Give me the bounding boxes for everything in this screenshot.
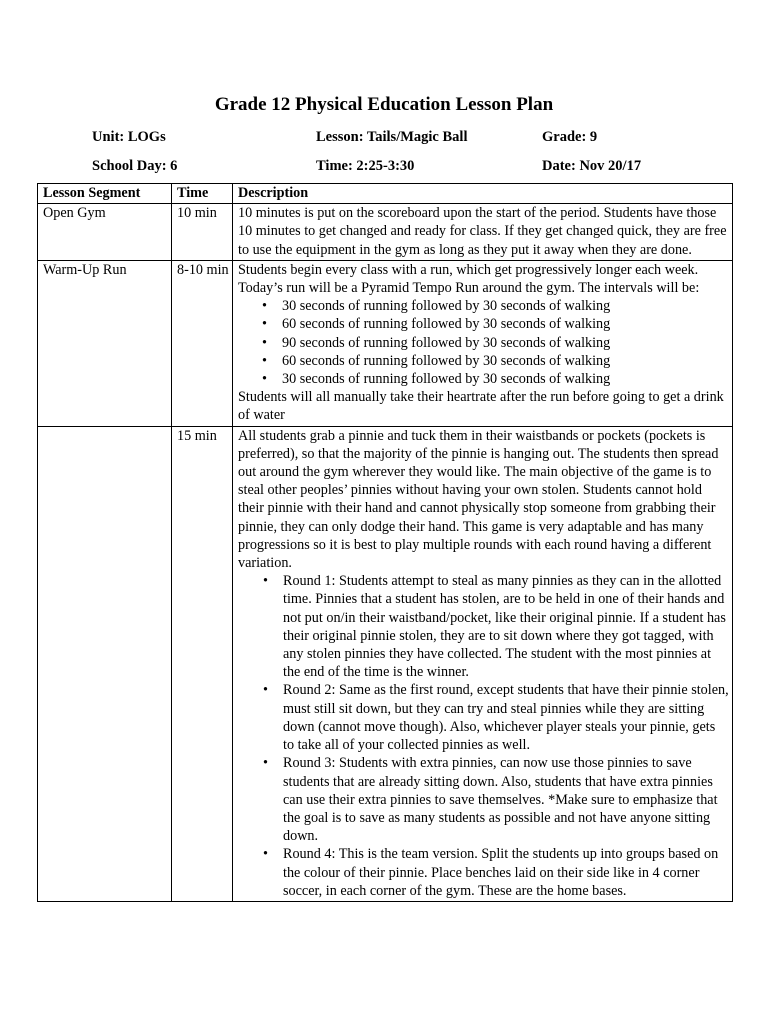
description-intro: All students grab a pinnie and tuck them in their waistbands or pockets (pockets is preferred), so that the majority of the pinnie is hanging out. The students then spread out around the gym wherever they would like. The main objective of the game is to steal other peoples’ pinnies without having your own stolen. Students cannot hold their pinnie with their hand and cannot physically stop someone from grabbing their pinnie, they can only dodge their hand. This game is very adaptable and has many progressions so it is best to play multiple rounds with each round having a different variation. <box>238 427 719 572</box>
grade-label: Grade: 9 <box>542 129 598 145</box>
list-item: • 60 seconds of running followed by 30 seconds of walking <box>282 352 729 370</box>
column-header-time: Time <box>172 184 233 204</box>
lesson-label: Lesson: Tails/Magic Ball <box>316 129 468 145</box>
list-item: • 30 seconds of running followed by 30 seconds of walking <box>282 370 729 388</box>
description-intro: Students begin every class with a run, which get progressively longer each week. Today’s run will be a Pyramid Tempo Run around the gym. The intervals will be: <box>238 261 700 297</box>
list-item: • Round 1: Students attempt to steal as many pinnies as they can in the allotted time. Pinnies that a student has stolen, are to be held in one of their hands and not put on/in their waistband/pocket, like their original pinnie. If a student has their original pinnie stolen, they are to sit down where they got tagged, with any stolen pinnies they have collected. The student with the most pinnies at the end of the time is the winner. <box>283 572 729 681</box>
segment-cell <box>38 426 172 901</box>
table-row <box>38 204 733 261</box>
school-day-label: School Day: 6 <box>92 158 178 174</box>
column-header-segment: Lesson Segment <box>38 184 172 204</box>
table-row <box>38 426 733 901</box>
table-header-row <box>38 184 733 204</box>
lesson-plan-table <box>37 183 733 902</box>
description-cell <box>233 260 733 426</box>
time-label: Time: 2:25-3:30 <box>316 158 415 174</box>
list-item: • 30 seconds of running followed by 30 seconds of walking <box>282 297 729 315</box>
time-cell: 8-10 min <box>172 260 233 426</box>
table-row <box>38 260 733 426</box>
description-cell <box>233 426 733 901</box>
time-cell: 10 min <box>172 204 233 261</box>
list-item: • Round 4: This is the team version. Split the students up into groups based on the colour of their pinnie. Place benches laid on their side like in 4 corner soccer, in each corner of the gym. These are the home bases. <box>283 845 729 900</box>
list-item: • Round 2: Same as the first round, except students that have their pinnie stolen, must still sit down, but they can try and steal pinnies while they are sitting down (cannot move though). Also, whichever player steals your pinnie, gets to take all of your collected pinnies as well. <box>283 681 729 754</box>
list-item: • 60 seconds of running followed by 30 seconds of walking <box>282 315 729 333</box>
list-item: • 90 seconds of running followed by 30 seconds of walking <box>282 334 729 352</box>
segment-cell: Open Gym <box>38 204 172 261</box>
page-title: Grade 12 Physical Education Lesson Plan <box>214 94 554 115</box>
rounds-list <box>238 572 729 900</box>
time-cell: 15 min <box>172 426 233 901</box>
list-item: • Round 3: Students with extra pinnies, can now use those pinnies to save students that are already sitting down. Also, students that have extra pinnies can use their extra pinnies to save themselves. *Make sure to emphasize that the goal is to save as many students as possible and not have anyone sitting down. <box>283 754 729 845</box>
description-cell: 10 minutes is put on the scoreboard upon the start of the period. Students have those 10 minutes to get changed and ready for class. If they get changed quick, they are free to use the equipment in the gym as long as they put it away when they are done. <box>233 204 733 261</box>
unit-label: Unit: LOGs <box>92 129 166 145</box>
column-header-description: Description <box>233 184 733 204</box>
date-label: Date: Nov 20/17 <box>542 158 642 174</box>
description-outro: Students will all manually take their heartrate after the run before going to get a drink of water <box>238 389 724 424</box>
segment-cell: Warm-Up Run <box>38 260 172 426</box>
interval-list <box>238 297 729 388</box>
